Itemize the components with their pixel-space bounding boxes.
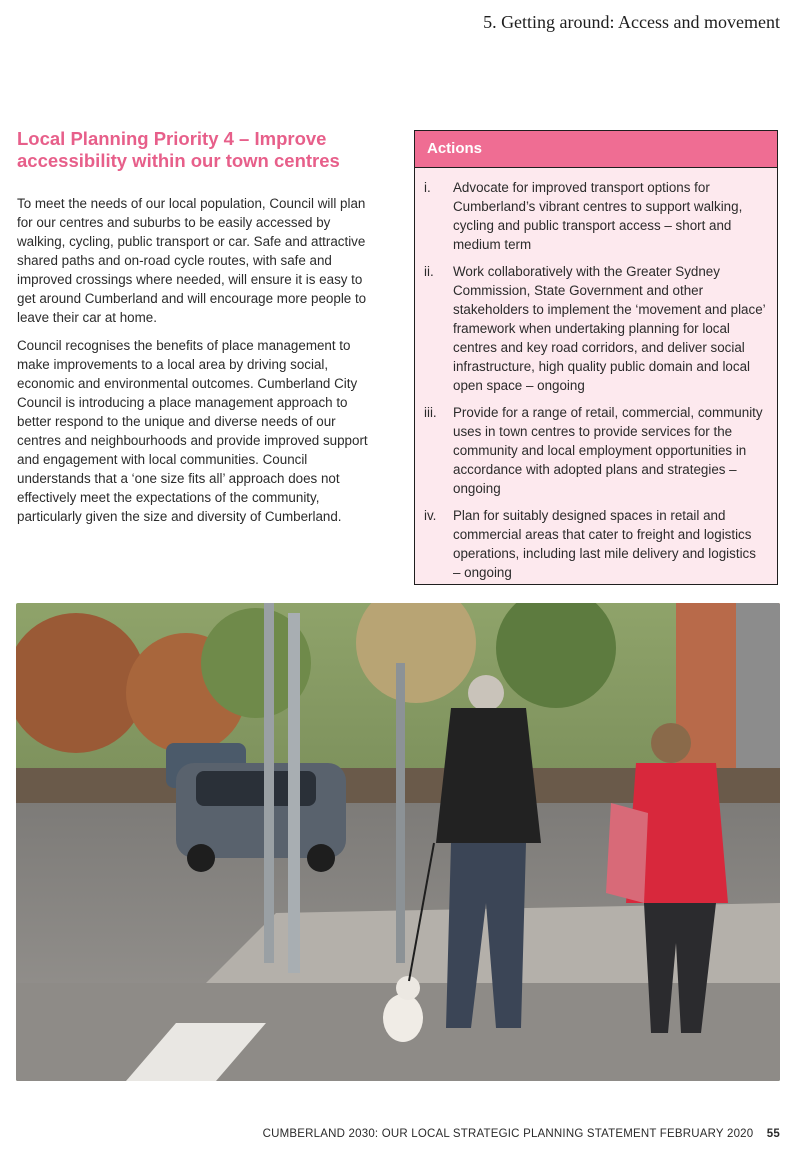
street-crossing-photo — [16, 603, 780, 1081]
pedestrian-woman — [651, 723, 691, 763]
body-paragraph: Council recognises the benefits of place management to make improvements to a local area by driving social, economic and environmental outcomes. Cumberland City Council is introducing a place management approach to better respond to the unique and diverse needs of our centres and neighbourhoods and provide improved support and engagement with local communities. Council understands that a ‘one size fits all’ approach does not effectively meet the expectations of the community, particularly given the size and diversity of Cumberland. — [17, 338, 368, 524]
publication-title: CUMBERLAND 2030: OUR LOCAL STRATEGIC PLANNING STATEMENT FEBRUARY 2020 — [262, 1128, 754, 1140]
small-dog — [383, 994, 423, 1042]
page-number: 55 — [766, 1128, 780, 1140]
priority-heading: Local Planning Priority 4 – Improve accessibility within our town centres — [17, 128, 340, 171]
action-numeral: iv. — [424, 508, 437, 523]
action-item — [424, 403, 767, 498]
action-text: Advocate for improved transport options for Cumberland’s vibrant centres to support walking, cycling and public transport access – short and medium term — [453, 180, 743, 252]
priority-column — [17, 128, 382, 535]
actions-heading: Actions — [415, 131, 777, 168]
body-paragraph: To meet the needs of our local population, Council will plan for our centres and suburbs to be easily accessed by walking, cycling, public transport or car. Safe and attractive shared paths and on-road cycle routes, with safe and improved crossings where needed, will ensure it is easy to get around Cumberland and will encourage more people to leave their car at home. — [17, 196, 367, 325]
action-item — [424, 178, 767, 254]
page-footer — [263, 1128, 780, 1140]
action-text: Plan for suitably designed spaces in retail and commercial areas that cater to freight and logistics operations, including last mile delivery and logistics – ongoing — [453, 508, 756, 580]
action-text: Provide for a range of retail, commercial, community uses in town centres to provide services for the community and local employment opportunities in accordance with adopted plans and strategies – ongoing — [453, 405, 763, 496]
action-item — [424, 262, 767, 395]
action-numeral: iii. — [424, 405, 437, 420]
action-numeral: ii. — [424, 264, 434, 279]
action-numeral: i. — [424, 180, 431, 195]
actions-panel — [414, 130, 778, 585]
running-section-title: 5. Getting around: Access and movement — [483, 12, 780, 32]
pedestrian-man — [468, 675, 504, 711]
actions-list — [415, 168, 777, 582]
action-item — [424, 506, 767, 582]
street-pole — [264, 603, 274, 963]
action-text: Work collaboratively with the Greater Sydney Commission, State Government and other stakeholders to implement the ‘movement and place’ framework when undertaking planning for local centres and key road corridors, and deliver social infrastructure, high quality public domain and local open space – ongoing — [453, 264, 766, 393]
